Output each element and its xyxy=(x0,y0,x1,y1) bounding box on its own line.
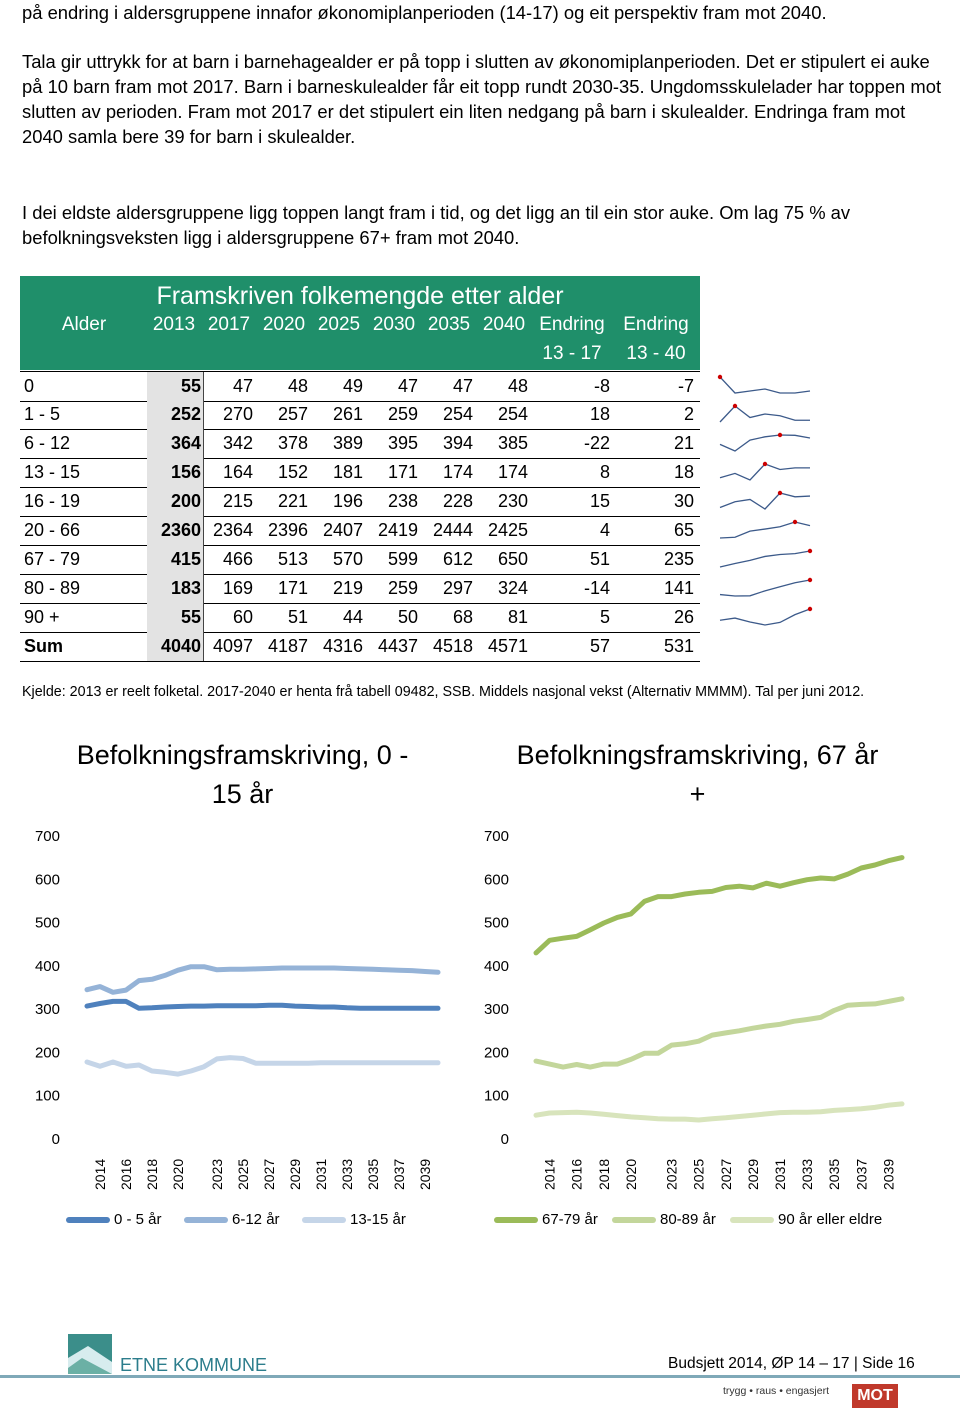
chart-children xyxy=(0,820,480,1200)
table-cell: 4518 xyxy=(432,636,473,656)
table-cell: 18 xyxy=(673,462,694,482)
sparkline xyxy=(720,493,810,509)
x-tick-label: 2018 xyxy=(595,1158,612,1190)
table-cell: 141 xyxy=(663,578,694,598)
sparkline-max-marker xyxy=(808,549,812,553)
x-tick-label: 2031 xyxy=(313,1158,329,1190)
header-year: 2040 xyxy=(482,314,526,335)
footer-divider xyxy=(0,1375,960,1378)
legend-label: 90 år eller eldre xyxy=(778,1211,883,1228)
table-cell: 228 xyxy=(442,491,473,511)
table-cell: 181 xyxy=(332,462,363,482)
sparkline xyxy=(720,551,810,567)
intro-paragraph: på endring i aldersgruppene innafor økonomiplanperioden (14-17) og eit perspektiv fram mot 2040. xyxy=(22,2,827,23)
table-cell: 324 xyxy=(497,578,528,598)
legend-item xyxy=(184,1210,280,1230)
header-year: 2025 xyxy=(317,314,361,335)
table-cell: 65 xyxy=(673,520,694,540)
sparkline-max-marker xyxy=(718,375,722,379)
sparkline xyxy=(720,609,810,625)
table-cell: 4187 xyxy=(267,636,308,656)
y-tick-label: 400 xyxy=(34,957,60,975)
table-cell: 48 xyxy=(287,376,308,396)
table-cell: 257 xyxy=(277,404,308,424)
table-cell: 4 xyxy=(599,520,610,540)
legend-item xyxy=(302,1210,406,1230)
table-cell: 47 xyxy=(397,376,418,396)
y-tick-label: 700 xyxy=(34,828,60,845)
row-label: 1 - 5 xyxy=(24,404,61,424)
x-tick-label: 2039 xyxy=(880,1158,897,1190)
table-cell: 2407 xyxy=(322,520,363,540)
sparkline xyxy=(720,580,810,596)
x-tick-label: 2016 xyxy=(568,1158,585,1190)
sparkline xyxy=(720,377,810,393)
y-tick-label: 500 xyxy=(34,914,60,932)
header-alder: Alder xyxy=(61,314,107,335)
table-cell: 2444 xyxy=(432,520,473,540)
table-cell: 2 xyxy=(683,404,694,424)
table-cell: 219 xyxy=(332,578,363,598)
table-cell: 415 xyxy=(147,545,204,574)
table-cell: 81 xyxy=(507,607,528,627)
table-cell: 174 xyxy=(442,462,473,482)
y-tick-label: 600 xyxy=(34,871,60,889)
row-label: 80 - 89 xyxy=(24,578,81,598)
table-row xyxy=(20,487,700,517)
series-line xyxy=(536,999,902,1067)
legend-swatch xyxy=(66,1217,110,1223)
table-cell: 235 xyxy=(663,549,694,569)
table-cell: -22 xyxy=(583,433,610,453)
table-cell: 259 xyxy=(387,578,418,598)
y-tick-label: 100 xyxy=(483,1087,509,1105)
table-cell: 261 xyxy=(332,404,363,424)
table-cell: 270 xyxy=(222,404,253,424)
table-row xyxy=(20,632,700,662)
header-endring: Endring xyxy=(623,314,689,335)
table-cell: 174 xyxy=(497,462,528,482)
table-cell: 2364 xyxy=(212,520,253,540)
children-paragraph: Tala gir uttrykk for at barn i barnehagealder er på topp i slutten av økonomiplanperioden. Det er stipulert ei auke på 10 barn fram mot 2017. Barn i barneskulealder får eit topp rundt 2030-35. Ungdomsskulelader har toppen mot slutten av perioden. Fram mot 2017 er det stipulert ein liten nedgang på barn i skulealder. Endringa fram mot 2040 samla bere 39 for barn i skulealder. xyxy=(22,51,942,147)
table-row xyxy=(20,603,700,633)
table-cell: 252 xyxy=(147,400,204,429)
y-tick-label: 500 xyxy=(483,914,509,932)
row-label: 13 - 15 xyxy=(24,462,81,482)
sparkline xyxy=(720,406,810,422)
x-tick-label: 2029 xyxy=(287,1158,303,1190)
legend-swatch xyxy=(730,1217,774,1223)
table-row xyxy=(20,545,700,575)
table-cell: 156 xyxy=(147,458,204,487)
table-cell: 30 xyxy=(673,491,694,511)
series-line xyxy=(87,1001,438,1008)
table-cell: 171 xyxy=(387,462,418,482)
legend-item xyxy=(730,1210,882,1230)
row-label: 6 - 12 xyxy=(24,433,71,453)
header-endring-sub: 13 - 17 xyxy=(542,343,602,364)
row-label: 0 xyxy=(24,376,35,396)
legend-label: 0 - 5 år xyxy=(114,1211,162,1228)
sparkline xyxy=(720,435,810,451)
table-cell: 4437 xyxy=(377,636,418,656)
row-label: 67 - 79 xyxy=(24,549,81,569)
table-cell: 364 xyxy=(147,429,204,458)
table-cell: 612 xyxy=(442,549,473,569)
chart-title-children: Befolkningsframskriving, 0 - 15 år xyxy=(76,740,409,809)
x-tick-label: 2023 xyxy=(209,1158,225,1190)
table-cell: 297 xyxy=(442,578,473,598)
row-label: 16 - 19 xyxy=(24,491,81,511)
x-tick-label: 2018 xyxy=(144,1158,160,1190)
table-row xyxy=(20,574,700,604)
x-tick-label: 2020 xyxy=(622,1158,639,1190)
table-cell: 15 xyxy=(589,491,610,511)
legend-label: 13-15 år xyxy=(350,1211,406,1228)
table-cell: 51 xyxy=(287,607,308,627)
table-cell: 2419 xyxy=(377,520,418,540)
x-tick-label: 2033 xyxy=(799,1158,816,1190)
y-tick-label: 300 xyxy=(483,1001,509,1019)
x-tick-label: 2016 xyxy=(118,1158,134,1190)
table-row xyxy=(20,371,700,402)
x-tick-label: 2037 xyxy=(853,1158,870,1190)
legend-swatch xyxy=(184,1217,228,1223)
sparkline-max-marker xyxy=(808,607,812,611)
x-tick-label: 2035 xyxy=(826,1158,843,1190)
y-tick-label: 200 xyxy=(34,1044,60,1062)
table-cell: 44 xyxy=(342,607,363,627)
legend-swatch xyxy=(494,1217,538,1223)
table-cell: 196 xyxy=(332,491,363,511)
table-cell: 395 xyxy=(387,433,418,453)
y-tick-label: 300 xyxy=(34,1001,60,1019)
y-tick-label: 100 xyxy=(34,1087,60,1105)
table-header xyxy=(20,276,700,370)
table-cell: 21 xyxy=(673,433,694,453)
legend-label: 80-89 år xyxy=(660,1211,716,1228)
table-cell: 385 xyxy=(497,433,528,453)
sparkline-max-marker xyxy=(733,404,737,408)
tagline: trygg • raus • engasjert xyxy=(723,1385,829,1397)
table-cell: 169 xyxy=(222,578,253,598)
table-cell: 238 xyxy=(387,491,418,511)
table-cell: 221 xyxy=(277,491,308,511)
legend-label: 6-12 år xyxy=(232,1211,280,1228)
chart-title-elderly: Befolkningsframskriving, 67 år + xyxy=(516,740,879,809)
source-note: Kjelde: 2013 er reelt folketal. 2017-2040 er henta frå tabell 09482, SSB. Middels nasjonal vekst (Alternativ MMMM). Tal per juni 2012. xyxy=(22,684,865,700)
table-cell: 531 xyxy=(663,636,694,656)
header-year: 2030 xyxy=(372,314,416,335)
series-line xyxy=(536,858,902,953)
y-tick-label: 400 xyxy=(483,957,509,975)
row-label: Sum xyxy=(24,636,64,656)
table-cell: 513 xyxy=(277,549,308,569)
header-endring-sub: 13 - 40 xyxy=(626,343,686,364)
table-cell: 47 xyxy=(232,376,253,396)
chart-elderly xyxy=(440,820,920,1200)
legend-item xyxy=(494,1210,598,1230)
x-tick-label: 2014 xyxy=(92,1158,108,1190)
x-tick-label: 2037 xyxy=(391,1158,407,1190)
mot-logo: MOT xyxy=(852,1384,898,1408)
sparkline-max-marker xyxy=(808,578,812,582)
x-tick-label: 2033 xyxy=(339,1158,355,1190)
table-cell: 2425 xyxy=(487,520,528,540)
table-cell: -14 xyxy=(583,578,610,598)
table-cell: 570 xyxy=(332,549,363,569)
legend-item xyxy=(66,1210,162,1230)
table-cell: 48 xyxy=(507,376,528,396)
table-cell: 55 xyxy=(147,603,204,632)
x-tick-label: 2020 xyxy=(170,1158,186,1190)
table-cell: 152 xyxy=(277,462,308,482)
row-label: 20 - 66 xyxy=(24,520,81,540)
row-label: 90 + xyxy=(24,607,60,627)
table-cell: 4040 xyxy=(147,632,204,661)
table-cell: 183 xyxy=(147,574,204,603)
table-cell: 171 xyxy=(277,578,308,598)
table-cell: 60 xyxy=(232,607,253,627)
table-row xyxy=(20,458,700,488)
table-cell: 4316 xyxy=(322,636,363,656)
series-line xyxy=(87,1058,438,1075)
x-tick-label: 2035 xyxy=(365,1158,381,1190)
elderly-paragraph: I dei eldste aldersgruppene ligg toppen langt fram i tid, og det ligg an til ein stor auke. Om lag 75 % av befolkningsveksten ligg i aldersgruppene 67+ fram mot 2040. xyxy=(22,202,851,248)
header-endring: Endring xyxy=(539,314,605,335)
table-cell: 389 xyxy=(332,433,363,453)
legend-item xyxy=(612,1210,716,1230)
y-tick-label: 600 xyxy=(483,871,509,889)
x-tick-label: 2027 xyxy=(261,1158,277,1190)
table-cell: -7 xyxy=(677,376,694,396)
table-cell: 68 xyxy=(452,607,473,627)
table-cell: 466 xyxy=(222,549,253,569)
table-cell: 2396 xyxy=(267,520,308,540)
legend-swatch xyxy=(302,1217,346,1223)
sparklines xyxy=(716,371,814,661)
table-cell: 378 xyxy=(277,433,308,453)
table-cell: 2360 xyxy=(147,516,204,545)
sparkline xyxy=(720,522,810,538)
series-line xyxy=(536,1104,902,1120)
y-tick-label: 0 xyxy=(51,1131,60,1148)
table-cell: 254 xyxy=(442,404,473,424)
table-row xyxy=(20,429,700,459)
sparkline-max-marker xyxy=(763,462,767,466)
x-tick-label: 2027 xyxy=(717,1158,734,1190)
table-cell: -8 xyxy=(593,376,610,396)
table-row xyxy=(20,516,700,546)
table-row xyxy=(20,400,700,430)
y-tick-label: 700 xyxy=(483,828,509,845)
table-cell: 57 xyxy=(589,636,610,656)
table-cell: 49 xyxy=(342,376,363,396)
sparkline-max-marker xyxy=(778,491,782,495)
header-year: 2035 xyxy=(427,314,471,335)
table-cell: 254 xyxy=(497,404,528,424)
page-footer: Budsjett 2014, ØP 14 – 17 | Side 16 xyxy=(668,1355,915,1372)
header-year: 2017 xyxy=(207,314,251,335)
x-tick-label: 2031 xyxy=(772,1158,788,1190)
sparkline-max-marker xyxy=(778,433,782,437)
table-cell: 164 xyxy=(222,462,253,482)
header-year: 2020 xyxy=(262,314,306,335)
table-cell: 51 xyxy=(589,549,610,569)
table-cell: 599 xyxy=(387,549,418,569)
sparkline xyxy=(720,464,810,480)
y-tick-label: 200 xyxy=(483,1044,509,1062)
table-cell: 47 xyxy=(452,376,473,396)
table-cell: 200 xyxy=(147,487,204,516)
legend-label: 67-79 år xyxy=(542,1211,598,1228)
table-cell: 342 xyxy=(222,433,253,453)
table-title: Framskriven folkemengde etter alder xyxy=(156,282,564,310)
table-cell: 259 xyxy=(387,404,418,424)
header-year: 2013 xyxy=(152,314,196,335)
table-cell: 4097 xyxy=(212,636,253,656)
x-tick-label: 2029 xyxy=(744,1158,761,1190)
table-cell: 18 xyxy=(589,404,610,424)
x-tick-label: 2025 xyxy=(690,1158,707,1190)
sparkline-max-marker xyxy=(793,520,797,524)
table-cell: 5 xyxy=(599,607,610,627)
table-cell: 650 xyxy=(497,549,528,569)
table-cell: 4571 xyxy=(487,636,528,656)
series-line xyxy=(87,967,438,993)
legend-swatch xyxy=(612,1217,656,1223)
table-cell: 26 xyxy=(673,607,694,627)
table-cell: 394 xyxy=(442,433,473,453)
logo-text: ETNE KOMMUNE xyxy=(120,1355,268,1375)
table-cell: 8 xyxy=(599,462,610,482)
table-cell: 230 xyxy=(497,491,528,511)
x-tick-label: 2014 xyxy=(541,1158,558,1190)
table-cell: 55 xyxy=(147,372,204,401)
x-tick-label: 2039 xyxy=(417,1158,433,1190)
x-tick-label: 2025 xyxy=(235,1158,251,1190)
x-tick-label: 2023 xyxy=(663,1158,680,1190)
table-cell: 215 xyxy=(222,491,253,511)
table-cell: 50 xyxy=(397,607,418,627)
y-tick-label: 0 xyxy=(500,1131,509,1148)
